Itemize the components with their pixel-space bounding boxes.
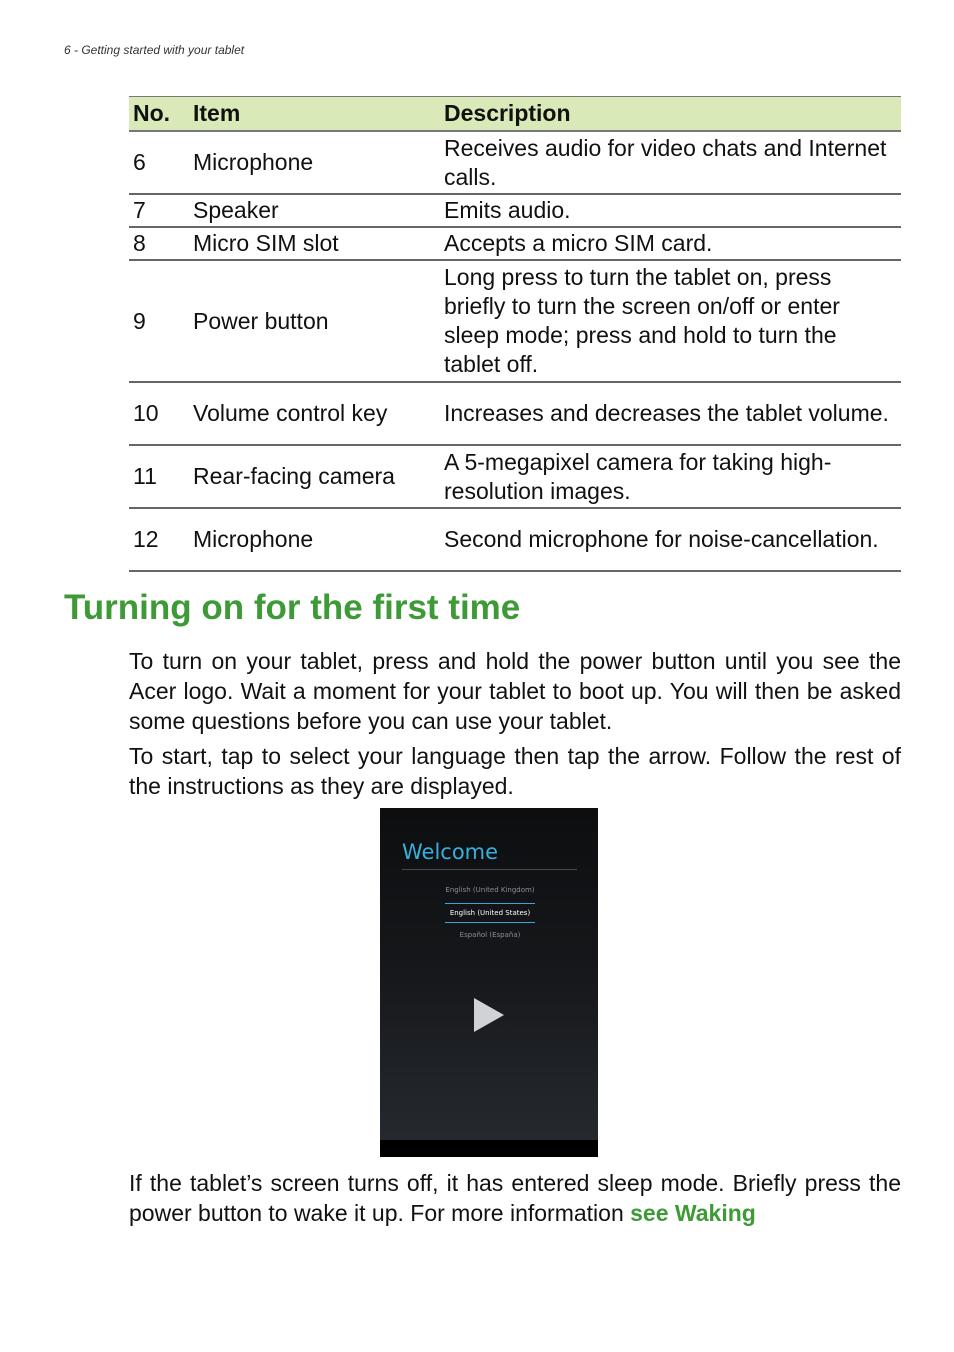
play-arrow-icon[interactable] <box>474 998 504 1032</box>
row-item: Microphone <box>189 508 440 571</box>
row-item: Micro SIM slot <box>189 227 440 260</box>
sleep-mode-paragraph <box>129 1168 901 1228</box>
sleep-mode-text: If the tablet’s screen turns off, it has entered sleep mode. Briefly press the power button to wake it up. For more information <box>129 1170 901 1226</box>
row-description: Receives audio for video chats and Internet calls. <box>440 131 901 194</box>
row-item: Microphone <box>189 131 440 194</box>
table-row <box>129 508 901 571</box>
welcome-title: Welcome <box>402 840 499 864</box>
row-description: Accepts a micro SIM card. <box>440 227 901 260</box>
row-description: Second microphone for noise-cancellation. <box>440 508 901 571</box>
table-row <box>129 260 901 382</box>
table-row <box>129 227 901 260</box>
row-description: Long press to turn the tablet on, press briefly to turn the screen on/off or enter sleep mode; press and hold to turn the tablet off. <box>440 260 901 382</box>
language-option[interactable]: Español (España) <box>459 931 521 939</box>
instructions-paragraph: To start, tap to select your language then tap the arrow. Follow the rest of the instructions as they are displayed. <box>129 743 901 799</box>
row-item: Rear-facing camera <box>189 445 440 508</box>
table-row <box>129 445 901 508</box>
row-number: 9 <box>129 260 189 382</box>
title-divider <box>402 869 577 870</box>
row-description: Emits audio. <box>440 194 901 227</box>
table-row <box>129 131 901 194</box>
language-option[interactable]: English (United Kingdom) <box>445 886 535 894</box>
row-number: 10 <box>129 382 189 445</box>
column-header-no: No. <box>129 97 189 132</box>
table-row <box>129 382 901 445</box>
intro-paragraph: To turn on your tablet, press and hold the power button until you see the Acer logo. Wait a moment for your tablet to boot up. You will then be asked some questions before you can use your tablet. <box>129 648 901 734</box>
navigation-bar <box>380 1140 598 1157</box>
row-description: Increases and decreases the tablet volume. <box>440 382 901 445</box>
row-item: Speaker <box>189 194 440 227</box>
running-header: 6 - Getting started with your tablet <box>64 43 245 57</box>
row-number: 8 <box>129 227 189 260</box>
language-option-selected[interactable]: English (United States) <box>449 909 531 917</box>
column-header-item: Item <box>189 97 440 132</box>
section-title: Turning on for the first time <box>64 588 521 627</box>
selection-line-top <box>445 903 535 904</box>
row-number: 7 <box>129 194 189 227</box>
row-number: 11 <box>129 445 189 508</box>
components-table <box>129 96 901 572</box>
table-header-row <box>129 97 901 132</box>
row-item: Power button <box>189 260 440 382</box>
row-number: 12 <box>129 508 189 571</box>
column-header-description: Description <box>440 97 901 132</box>
row-description: A 5-megapixel camera for taking high-resolution images. <box>440 445 901 508</box>
table-row <box>129 194 901 227</box>
row-number: 6 <box>129 131 189 194</box>
selection-line-bottom <box>445 922 535 923</box>
see-waking-link[interactable]: see Waking <box>630 1200 756 1226</box>
row-item: Volume control key <box>189 382 440 445</box>
welcome-screen-screenshot <box>380 808 598 1157</box>
